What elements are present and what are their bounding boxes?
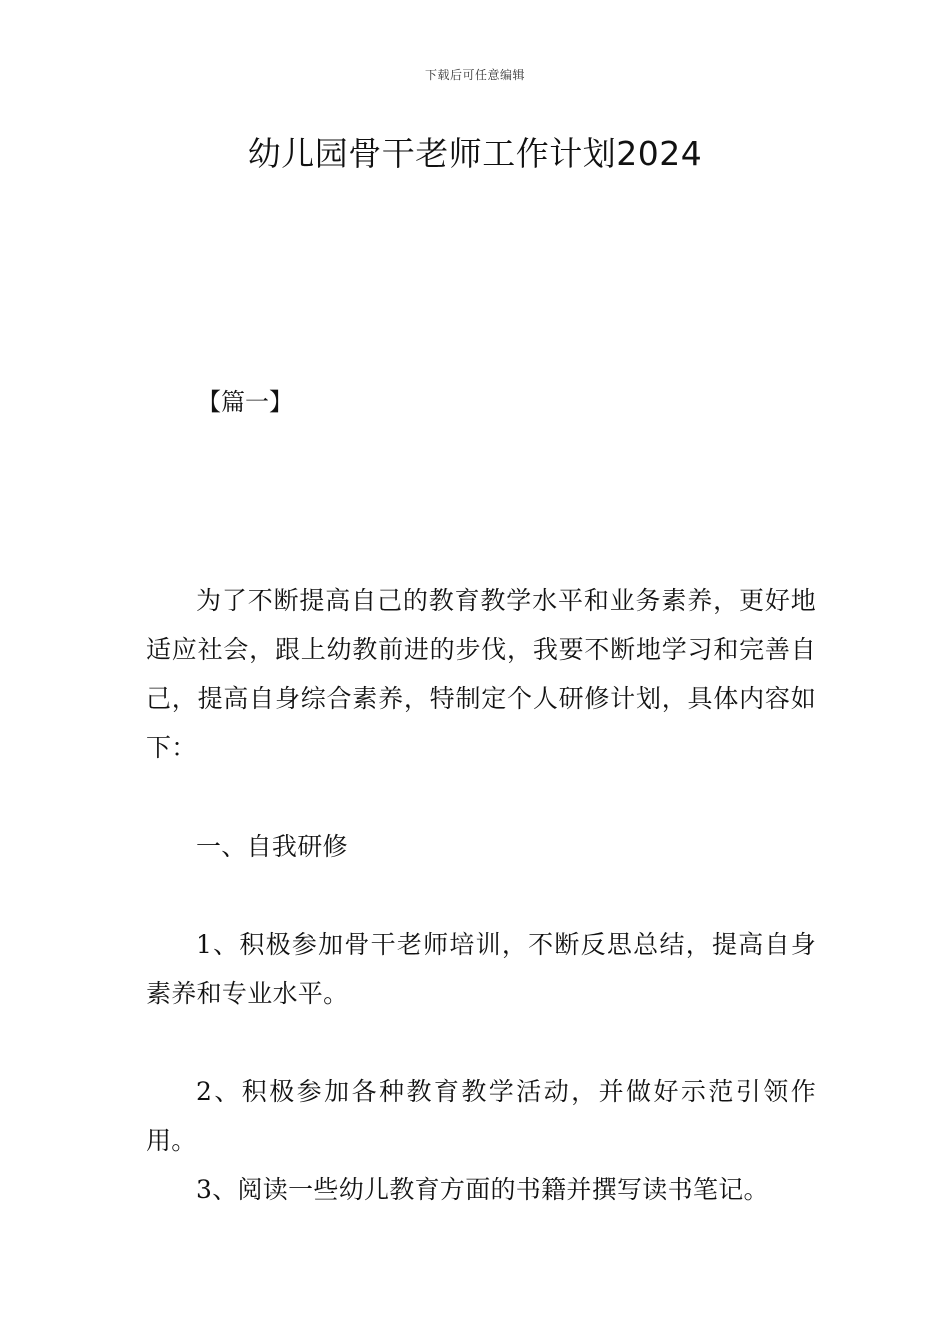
list-item-3: 3、阅读一些幼儿教育方面的书籍并撰写读书笔记。: [196, 1175, 769, 1204]
list-item-1: 1、积极参加骨干老师培训，不断反思总结，提高自身素养和专业水平。: [146, 930, 816, 1008]
section-heading-self-study: 一、自我研修: [196, 832, 348, 861]
list-item-2: 2、积极参加各种教育教学活动，并做好示范引领作用。: [146, 1077, 816, 1155]
section-label: 【篇一】: [197, 388, 293, 416]
document-title: 幼儿园骨干老师工作计划2024: [247, 134, 703, 173]
intro-paragraph: 为了不断提高自己的教育教学水平和业务素养，更好地适应社会，跟上幼教前进的步伐，我要不断地学习和完善自己，提高自身综合素养，特制定个人研修计划，具体内容如下：: [146, 586, 816, 762]
header-note: 下载后可任意编辑: [424, 68, 525, 82]
